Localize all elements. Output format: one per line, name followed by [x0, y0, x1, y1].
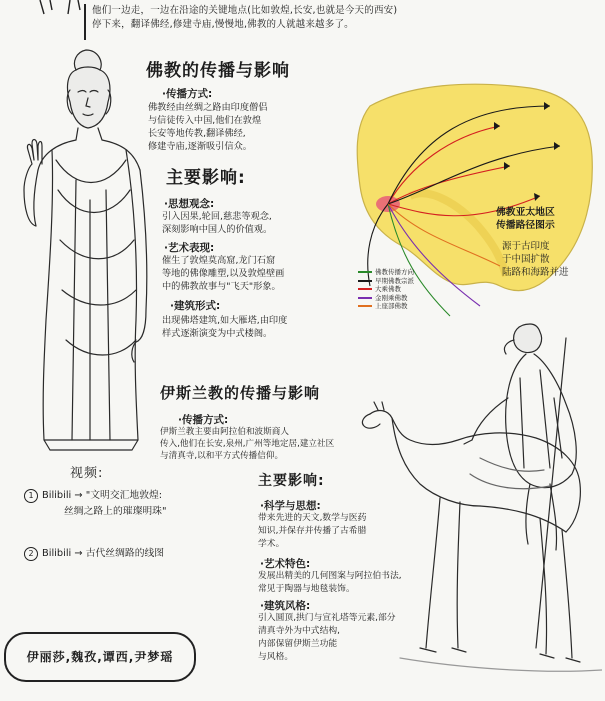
video-title: 古代丝绸路的线图	[85, 548, 165, 559]
text-line: 佛教经由丝绸之路由印度僧侣	[148, 102, 268, 113]
legend-item	[358, 277, 414, 286]
buddhism-arch-text	[162, 314, 287, 340]
video-platform: Bilibili	[42, 548, 72, 559]
islam-science-heading: ·科学与思想:	[260, 500, 321, 512]
top-left-sketch-marks	[0, 0, 90, 22]
text-line: 与信徒传入中国,他们在敦煌	[148, 115, 262, 126]
legend-swatch	[358, 288, 372, 290]
buddhism-influence-heading: 主要影响:	[166, 168, 246, 188]
buddhism-art-heading: ·艺术表现:	[164, 242, 215, 254]
text-line: 催生了敦煌莫高窟,龙门石窟	[162, 255, 276, 266]
videos-heading: 视频:	[70, 466, 104, 481]
text-line: 引入圆顶,拱门与宣礼塔等元素,部分	[258, 613, 396, 623]
buddhism-thought-text	[162, 210, 272, 236]
legend-label: 早期佛教宗派	[375, 276, 414, 285]
buddhism-arch-heading: ·建筑形式:	[170, 300, 221, 312]
buddhism-spread-text	[148, 101, 267, 153]
text-line: 修建寺庙,逐渐吸引信众。	[148, 141, 252, 152]
buddhism-title: 佛教的传播与影响	[146, 61, 290, 81]
camel-rider-sketch	[340, 318, 602, 698]
author-credits: 伊丽莎,魏孜,谭西,尹梦瑶	[4, 632, 196, 682]
text-line: 与清真寺,以和平方式传播信仰。	[160, 451, 284, 461]
islam-spread-heading: ·传播方式:	[178, 414, 229, 426]
text-line: 出现佛塔建筑,如大雁塔,由印度	[162, 315, 288, 326]
legend-item	[358, 268, 414, 277]
legend-swatch	[358, 305, 372, 307]
text-line: 发展出精美的几何图案与阿拉伯书法,	[258, 571, 402, 581]
legend-swatch	[358, 297, 372, 299]
islam-title: 伊斯兰教的传播与影响	[160, 384, 321, 402]
intro-line-1: 他们一边走，一边在沿途的关键地点(比如敦煌,长安,也就是今天的西安)	[92, 5, 398, 16]
item-number: 1	[24, 489, 38, 503]
text-line: 深刻影响中国人的价值观。	[162, 224, 273, 235]
text-line: 佛教亚太地区	[496, 207, 555, 218]
text-line: 伊斯兰教主要由阿拉伯和波斯商人	[160, 427, 289, 437]
islam-arch-heading: ·建筑风格:	[260, 600, 311, 612]
item-number: 2	[24, 547, 38, 561]
islam-spread-text	[160, 426, 334, 462]
text-line: 传入,他们在长安,泉州,广州等地定居,建立社区	[160, 439, 335, 449]
text-line: 长安等地传教,翻译佛经,	[148, 128, 246, 139]
video-link-1[interactable]: 1 Bilibili → "文明交汇地敦煌: 丝绸之路上的璀璨明珠"	[24, 488, 166, 520]
text-line: 等地的佛像雕塑,以及敦煌壁画	[162, 268, 285, 279]
text-line: 与风格。	[258, 652, 294, 662]
legend-item	[358, 294, 414, 303]
intro-line-2: 停下来，翻译佛经,修建寺庙,慢慢地,佛教的人就越来越多了。	[92, 19, 354, 30]
text-line: 内部保留伊斯兰功能	[258, 639, 338, 649]
legend-label: 佛教传播方向	[375, 268, 414, 276]
text-line: 传播路径图示	[496, 220, 555, 231]
text-line: 知识,并保存并传播了古希腊	[258, 526, 367, 536]
buddhism-thought-heading: ·思想观念:	[164, 198, 215, 210]
buddhism-spread-heading: ·传播方式:	[162, 88, 213, 100]
legend-item	[358, 302, 414, 311]
map-caption-main	[496, 206, 555, 232]
text-line: 中的佛教故事与"飞天"形象。	[162, 281, 281, 292]
buddha-statue-sketch	[6, 40, 171, 460]
map-caption-sub	[502, 240, 569, 279]
buddhism-art-text	[162, 254, 284, 293]
map-legend	[358, 268, 414, 311]
text-line: 带来先进的天文,数学与医药	[258, 513, 367, 523]
text-line: 学术。	[258, 539, 285, 549]
video-platform: Bilibili	[42, 490, 72, 501]
text-line: 陆路和海路并进	[502, 267, 569, 278]
islam-art-heading: ·艺术特色:	[260, 558, 311, 570]
legend-label: 金刚乘佛教	[375, 293, 408, 302]
video-title: "文明交汇地敦煌:	[85, 490, 163, 501]
legend-swatch	[358, 271, 372, 273]
legend-label: 大乘佛教	[375, 285, 401, 293]
legend-swatch	[358, 280, 372, 282]
text-line: 引入因果,轮回,慈悲等观念,	[162, 211, 272, 222]
text-line: 于中国扩散	[502, 254, 550, 265]
text-line: 源于古印度	[502, 241, 550, 252]
video-title-line-2: 丝绸之路上的璀璨明珠"	[64, 506, 167, 517]
text-line: 样式逐渐演变为中式楼阁。	[162, 328, 273, 339]
text-line: 常见于陶器与地毯装饰。	[258, 584, 355, 594]
text-line: 清真寺外为中式结构,	[258, 626, 340, 636]
legend-label: 上座部佛教	[375, 302, 408, 310]
legend-item	[358, 285, 414, 294]
intro-note	[92, 4, 432, 32]
islam-influence-heading: 主要影响:	[258, 473, 325, 489]
video-link-2[interactable]: 2 Bilibili → 古代丝绸路的线图	[24, 546, 164, 562]
